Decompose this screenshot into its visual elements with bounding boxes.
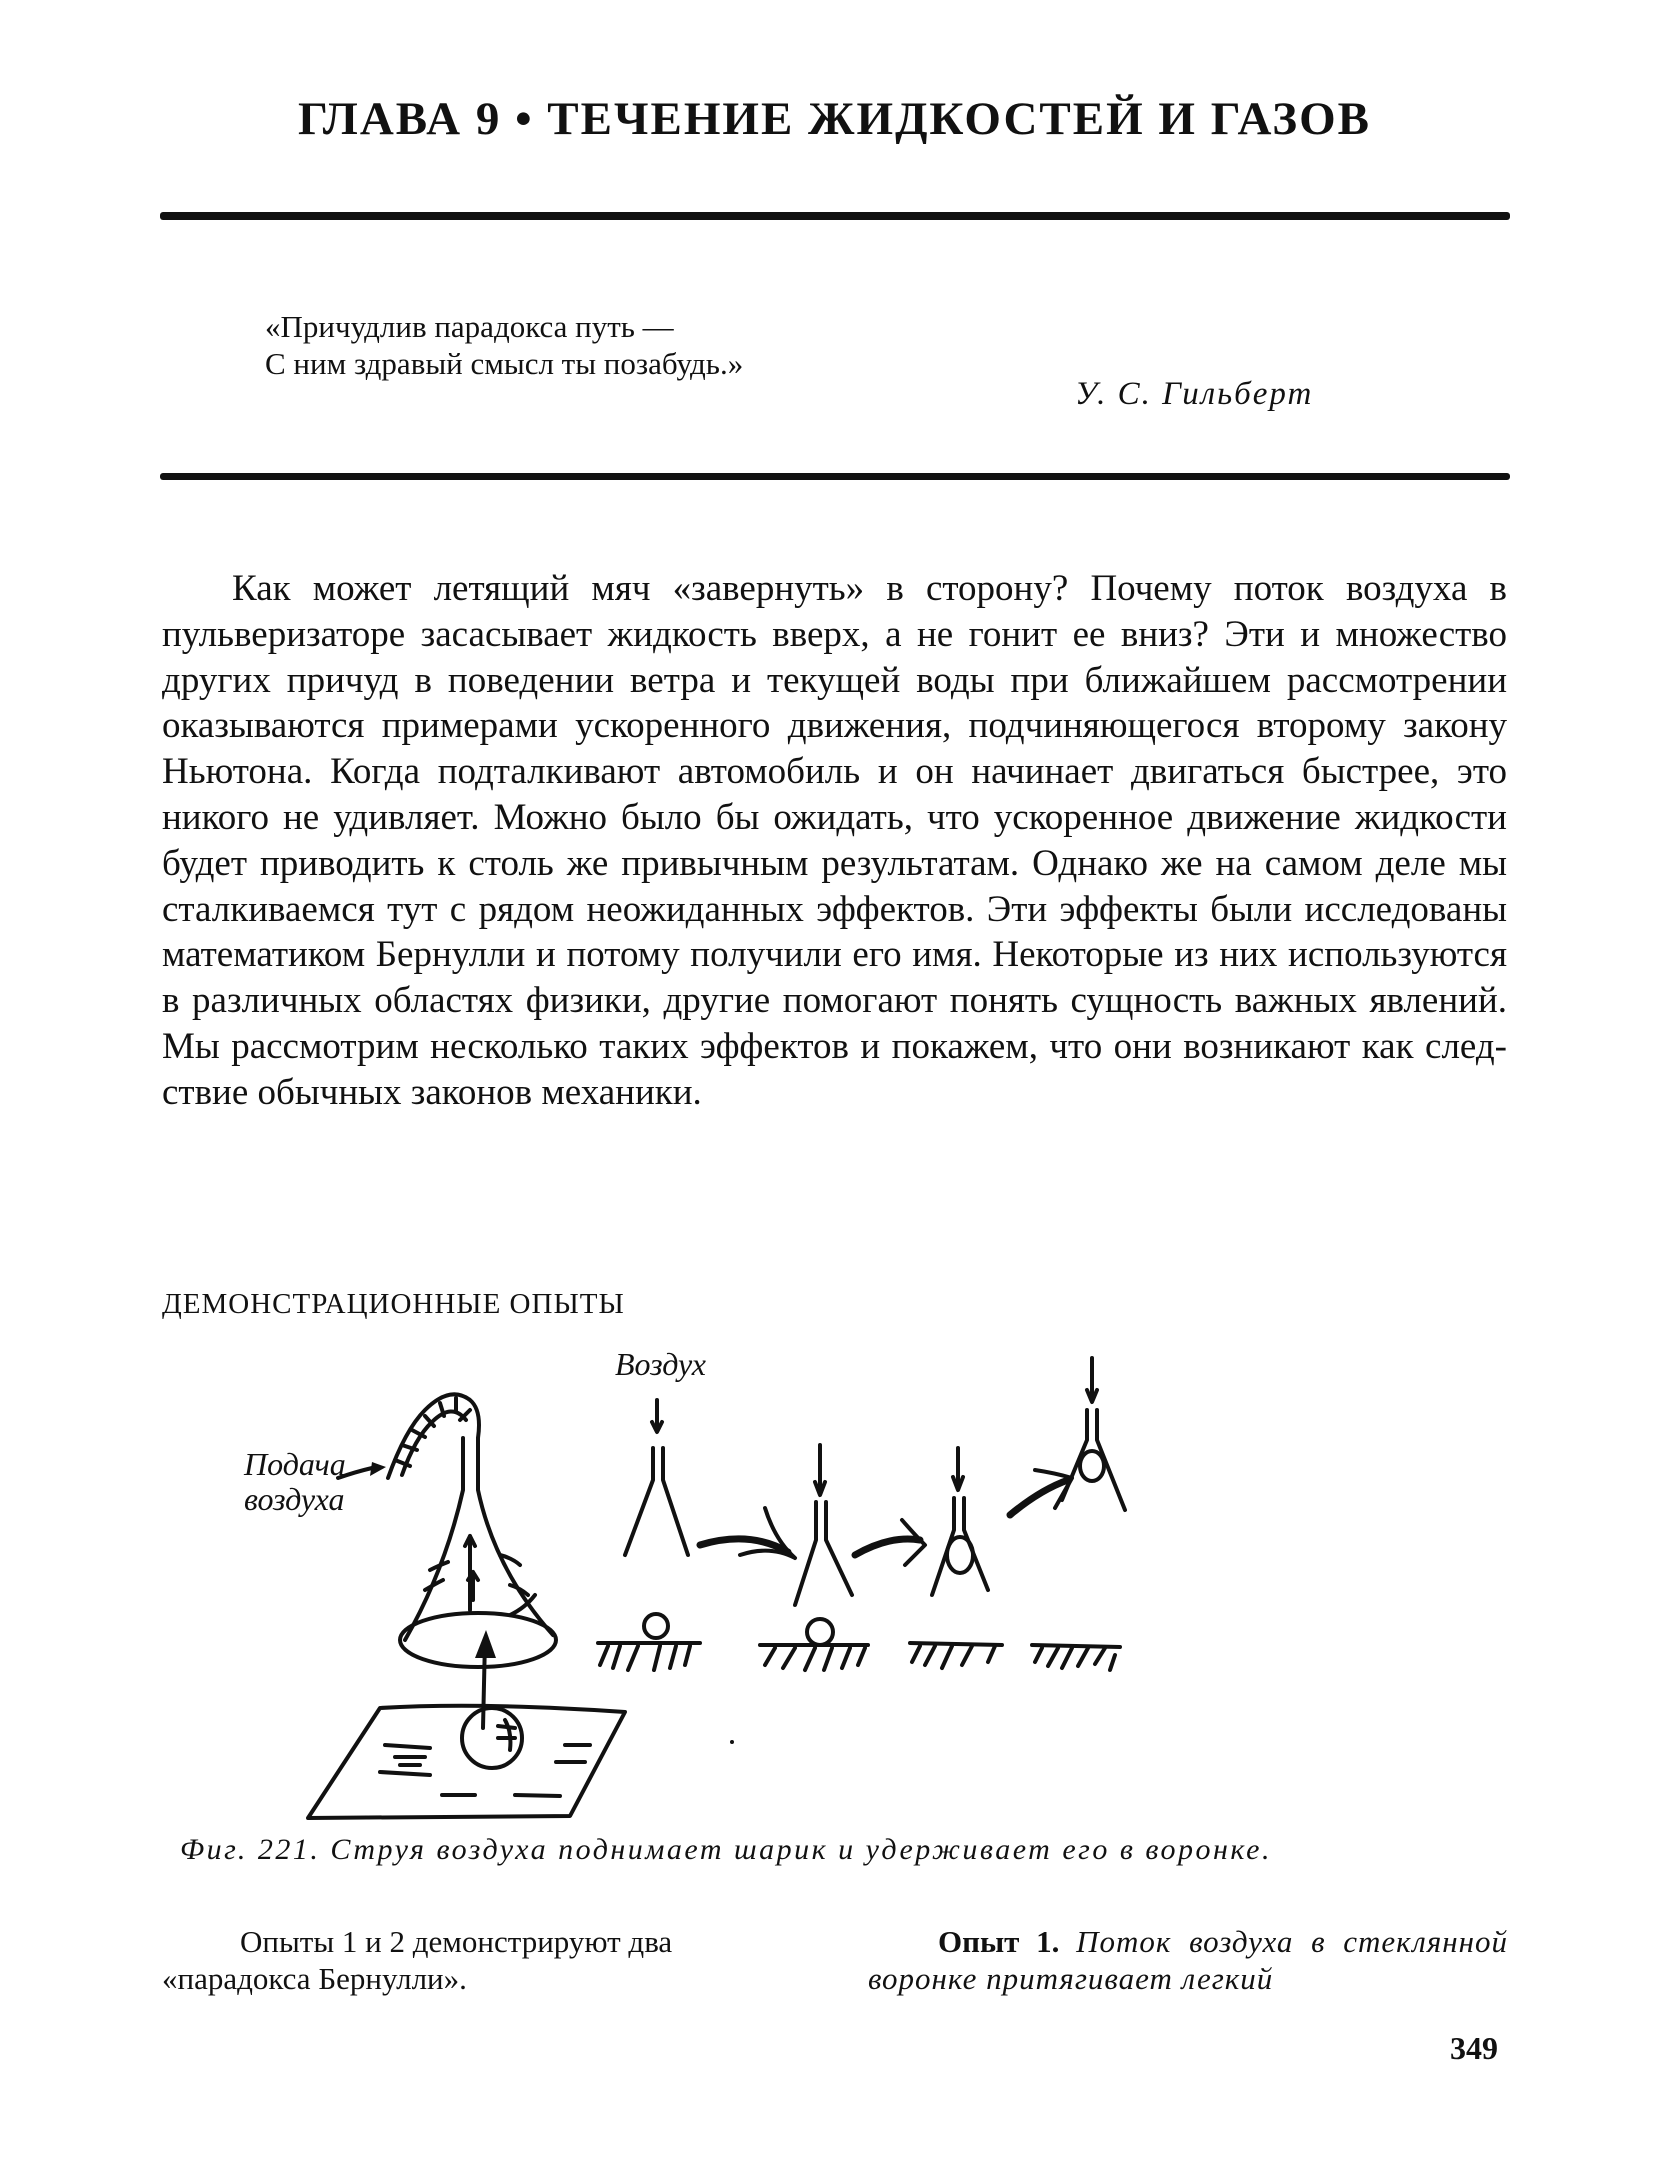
- stage-4: [1032, 1358, 1125, 1670]
- stage-3: [910, 1448, 1002, 1668]
- ball-icon: [644, 1614, 668, 1638]
- funnel-sequence: [598, 1346, 1125, 1670]
- air-supply-label-line-2: воздуха: [244, 1481, 345, 1517]
- epigraph-quote: [265, 308, 743, 382]
- bottom-divider-rule: [160, 473, 1510, 480]
- top-divider-rule: [160, 212, 1510, 220]
- figure-221-illustration: [220, 1340, 1450, 1820]
- air-supply-arrowhead-icon: [370, 1462, 386, 1476]
- experiment-label: Опыт 1.: [938, 1924, 1060, 1959]
- air-supply-label-line-1: Подача: [244, 1446, 346, 1482]
- epigraph-line-2: С ним здравый смысл ты позабудь.»: [265, 346, 744, 381]
- right-column-text: [868, 1923, 1508, 1997]
- ball-in-funnel-icon: [947, 1537, 973, 1573]
- air-arrow-down-icon: [953, 1448, 963, 1490]
- section-heading: ДЕМОНСТРАЦИОННЫЕ ОПЫТЫ: [162, 1288, 625, 1320]
- ball-icon: [807, 1619, 833, 1645]
- funnel-experiment: [243, 1394, 734, 1818]
- air-arrow-down-icon: [815, 1445, 825, 1495]
- epigraph-line-1: «Причудлив парадокса путь —: [265, 309, 674, 344]
- left-column-paragraph: Опыты 1 и 2 демонстрируют два «парадокса Бернулли».: [162, 1924, 673, 1996]
- transition-arrow-icon: [855, 1539, 920, 1555]
- air-label: Воздух: [615, 1346, 706, 1382]
- stage-1: [598, 1400, 700, 1670]
- page-number: 349: [1450, 2030, 1498, 2066]
- air-arrow-down-icon: [1087, 1358, 1097, 1402]
- funnel-icon: [400, 1438, 556, 1728]
- left-column-text: [162, 1923, 822, 1997]
- chapter-title: ГЛАВА 9 • ТЕЧЕНИЕ ЖИДКОСТЕЙ И ГАЗОВ: [298, 93, 1371, 145]
- figure-caption: Фиг. 221. Струя воздуха поднимает шарик и удерживает его в воронке.: [180, 1833, 1272, 1866]
- stage-2: [760, 1445, 868, 1670]
- paper-sheet-icon: [308, 1706, 734, 1818]
- experiment-description: Поток воздуха в стеклянной воронке притягивает легкий: [868, 1924, 1508, 1996]
- epigraph-author: У. С. Гильберт: [1075, 376, 1314, 412]
- hose-icon: [388, 1394, 479, 1478]
- body-paragraph: Как может летящий мяч «завернуть» в сторону? Почему поток воздуха в пульверизаторе засасывает жидкость вверх, а не гонит ее вниз? Эти и множество других причуд в поведении ветра и текущей воды при ближайшем рассмотрении оказываются примерами ускоренного движения, подчиняющегося второму закону Ньютона. Когда подталкивают автомобиль и он начинает двигаться быстрее, это никого не удивляет. Можно было бы ожидать, что ускоренное движение жидкости будет приводить к столь же привычным результатам. Однако же на самом деле мы сталкиваемся тут с рядом неожиданных эффектов. Эти эффекты были исследованы математиком Бернулли и потому получили его имя. Некоторые из них используются в различных областях физики, другие помогают понять сущность важных явлений. Мы рассмотрим несколько таких эффектов и покажем, что они возникают как следствие обычных законов механики.: [162, 568, 1507, 1113]
- ball-in-funnel-icon: [1080, 1451, 1104, 1481]
- air-arrow-down-icon: [652, 1400, 662, 1432]
